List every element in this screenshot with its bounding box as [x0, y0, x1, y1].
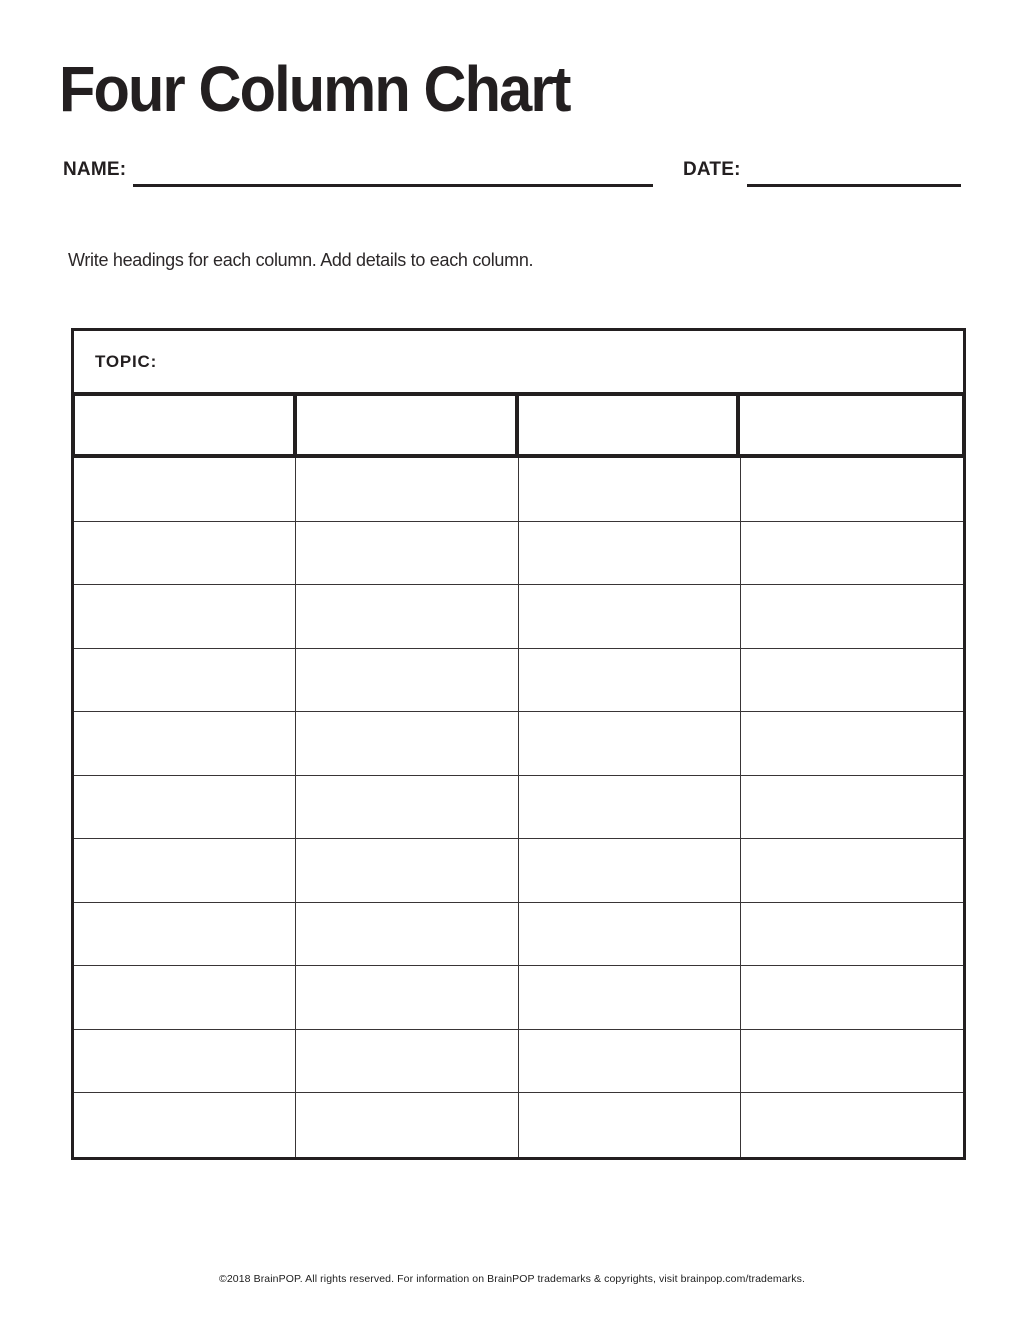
table-cell[interactable]	[296, 966, 518, 1030]
header-cell[interactable]	[519, 396, 741, 454]
table-cell[interactable]	[741, 585, 963, 649]
table-cell[interactable]	[74, 585, 296, 649]
date-input-line[interactable]	[747, 184, 961, 187]
table-cell[interactable]	[74, 1030, 296, 1094]
table-cell[interactable]	[296, 839, 518, 903]
table-cell[interactable]	[519, 712, 741, 776]
table-cell[interactable]	[74, 966, 296, 1030]
topic-row	[74, 331, 963, 392]
name-label: NAME:	[63, 159, 127, 180]
table-cell[interactable]	[741, 966, 963, 1030]
table-cell[interactable]	[519, 1030, 741, 1094]
table-cell[interactable]	[519, 585, 741, 649]
name-input-line[interactable]	[133, 184, 653, 187]
table-cell[interactable]	[519, 776, 741, 840]
instruction-text: Write headings for each column. Add details to each column.	[68, 250, 534, 270]
table-cell[interactable]	[741, 649, 963, 713]
table-cell[interactable]	[741, 522, 963, 586]
table-cell[interactable]	[741, 839, 963, 903]
table-cell[interactable]	[741, 776, 963, 840]
table-cell[interactable]	[519, 966, 741, 1030]
table-cell[interactable]	[296, 776, 518, 840]
table-cell[interactable]	[74, 649, 296, 713]
header-cell[interactable]	[75, 396, 297, 454]
table-cell[interactable]	[519, 903, 741, 967]
table-cell[interactable]	[741, 712, 963, 776]
table-cell[interactable]	[519, 649, 741, 713]
table-cell[interactable]	[296, 458, 518, 522]
table-cell[interactable]	[74, 1093, 296, 1157]
table-cell[interactable]	[74, 839, 296, 903]
table-cell[interactable]	[74, 903, 296, 967]
copyright-footer: ©2018 BrainPOP. All rights reserved. For information on BrainPOP trademarks & copyrights, visit brainpop.com/trademarks.	[218, 1273, 805, 1285]
table-cell[interactable]	[74, 522, 296, 586]
table-cell[interactable]	[519, 1093, 741, 1157]
table-cell[interactable]	[296, 712, 518, 776]
table-cell[interactable]	[74, 712, 296, 776]
topic-input-area[interactable]	[167, 331, 963, 392]
topic-label: TOPIC:	[95, 351, 158, 371]
table-header-row	[71, 392, 966, 458]
table-cell[interactable]	[741, 1030, 963, 1094]
table-cell[interactable]	[741, 1093, 963, 1157]
table-cell[interactable]	[74, 776, 296, 840]
date-label: DATE:	[683, 159, 741, 180]
table-cell[interactable]	[296, 903, 518, 967]
table-cell[interactable]	[519, 839, 741, 903]
page-title: Four Column Chart	[59, 53, 570, 125]
table-cell[interactable]	[296, 649, 518, 713]
table-cell[interactable]	[296, 522, 518, 586]
table-cell[interactable]	[74, 458, 296, 522]
four-column-table	[71, 328, 966, 1160]
table-cell[interactable]	[741, 903, 963, 967]
table-body	[74, 458, 963, 1157]
header-cell[interactable]	[740, 396, 962, 454]
table-cell[interactable]	[741, 458, 963, 522]
header-cell[interactable]	[297, 396, 519, 454]
table-cell[interactable]	[519, 522, 741, 586]
table-cell[interactable]	[296, 1093, 518, 1157]
table-cell[interactable]	[296, 1030, 518, 1094]
table-cell[interactable]	[519, 458, 741, 522]
table-cell[interactable]	[296, 585, 518, 649]
